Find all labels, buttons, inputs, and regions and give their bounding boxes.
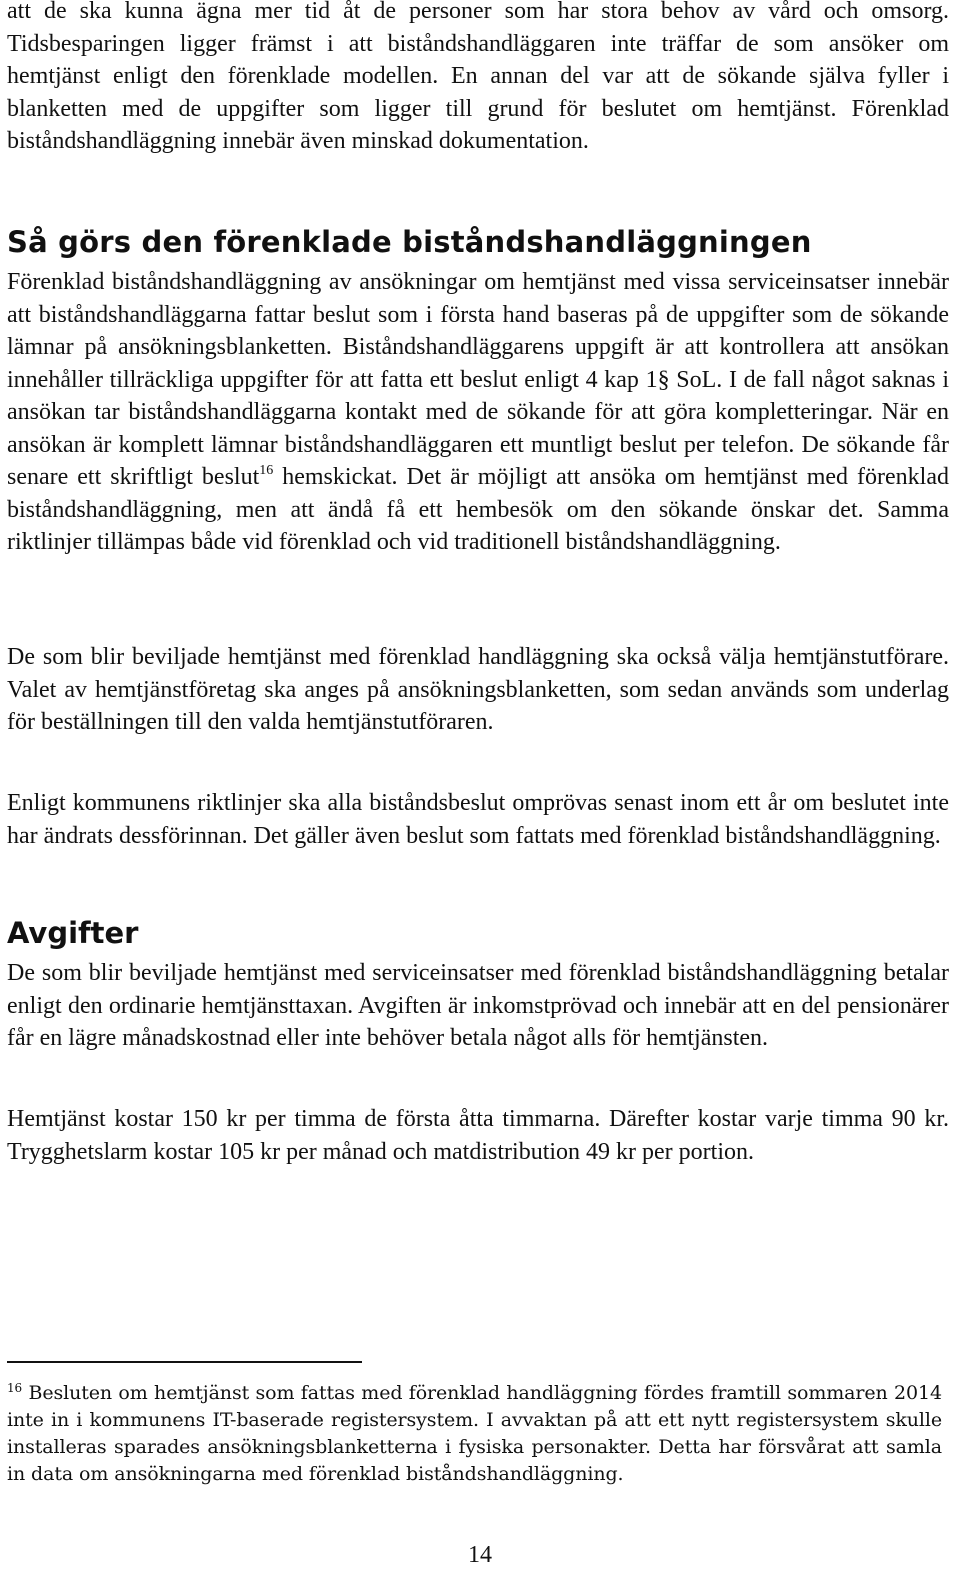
intro-paragraph: att de ska kunna ägna mer tid åt de personer som har stora behov av vård och omsorg. Tidsbesparingen ligger främst i att biståndshandläggaren inte träffar de som ansöker om hemtjänst enligt den förenklade modellen. En annan del var att de sökande själva fyller i blanketten med de uppgifter som ligger till grund för beslutet om hemtjänst. Förenklad biståndshandläggning innebär även minskad dokumentation. xyxy=(7,0,949,154)
section-paragraph-1-text: Förenklad biståndshandläggning av ansökningar om hemtjänst med vissa serviceinsatser innebär att biståndshandläggarna fattar beslut som i första hand baseras på de uppgifter som de sökande lämnar på ansökningsblanketten. Biståndshandläggarens uppgift är att kontrollera att ansökan innehåller tillräckliga uppgifter för att fatta ett beslut enligt 4 kap 1§ SoL. I de fall något saknas i ansökan tar biståndshandläggarna kontakt med de sökande för att göra kompletteringar. När en ansökan är komplett lämnar biståndshandläggaren ett muntligt beslut per telefon. De sökande får senare ett skriftligt beslut xyxy=(7,269,949,490)
section-paragraph-3: Enligt kommunens riktlinjer ska alla biståndsbeslut omprövas senast inom ett år om beslutet inte har ändrats dessförinnan. Det gäller även beslut som fattats med förenklad biståndshandläggning. xyxy=(7,790,949,849)
section-paragraph-2: De som blir beviljade hemtjänst med förenklad handläggning ska också välja hemtjänstutförare. Valet av hemtjänstföretag ska anges på ansökningsblanketten, som sedan används som underlag för beställningen till den valda hemtjänstutföraren. xyxy=(7,644,949,735)
section-heading: Så görs den förenklade biståndshandläggningen xyxy=(7,225,812,259)
section-paragraph-1-text-cont: hemskickat. Det är möjligt att ansöka om hemtjänst med förenklad biståndshandläggning, men att ändå få ett hembesök om den sökande önskar det. Samma riktlinjer tillämpas både vid förenklad och vid traditionell biståndshandläggning. xyxy=(7,464,949,555)
fees-paragraph-2: Hemtjänst kostar 150 kr per timma de första åtta timmarna. Därefter kostar varje timma 90 kr. Trygghetslarm kostar 105 kr per månad och matdistribution 49 kr per portion. xyxy=(7,1106,949,1165)
fees-paragraph-1: De som blir beviljade hemtjänst med serviceinsatser med förenklad biståndshandläggning betalar enligt den ordinarie hemtjänsttaxan. Avgiften är inkomstprövad och innebär att en del pensionärer får en lägre månadskostnad eller inte behöver betala något alls för hemtjänsten. xyxy=(7,960,949,1051)
footnote-divider xyxy=(7,1361,362,1363)
footnote-reference[interactable]: 16 xyxy=(259,463,274,478)
section-paragraph-1 xyxy=(7,266,949,559)
footnote-number: 16 xyxy=(7,1381,23,1395)
footnote-text: Besluten om hemtjänst som fattas med förenklad handläggning fördes framtill sommaren 2014 inte in i kommunens IT-baserade registersystem. I avvaktan på att ett nytt registersystem skulle installeras sparades ansökningsblanketterna i fysiska personakter. Detta har försvårat att samla in data om ansökningarna med förenklad biståndshandläggning. xyxy=(7,1382,942,1485)
footnote xyxy=(7,1380,942,1488)
page-number: 14 xyxy=(468,1542,492,1568)
fees-heading: Avgifter xyxy=(7,916,139,950)
